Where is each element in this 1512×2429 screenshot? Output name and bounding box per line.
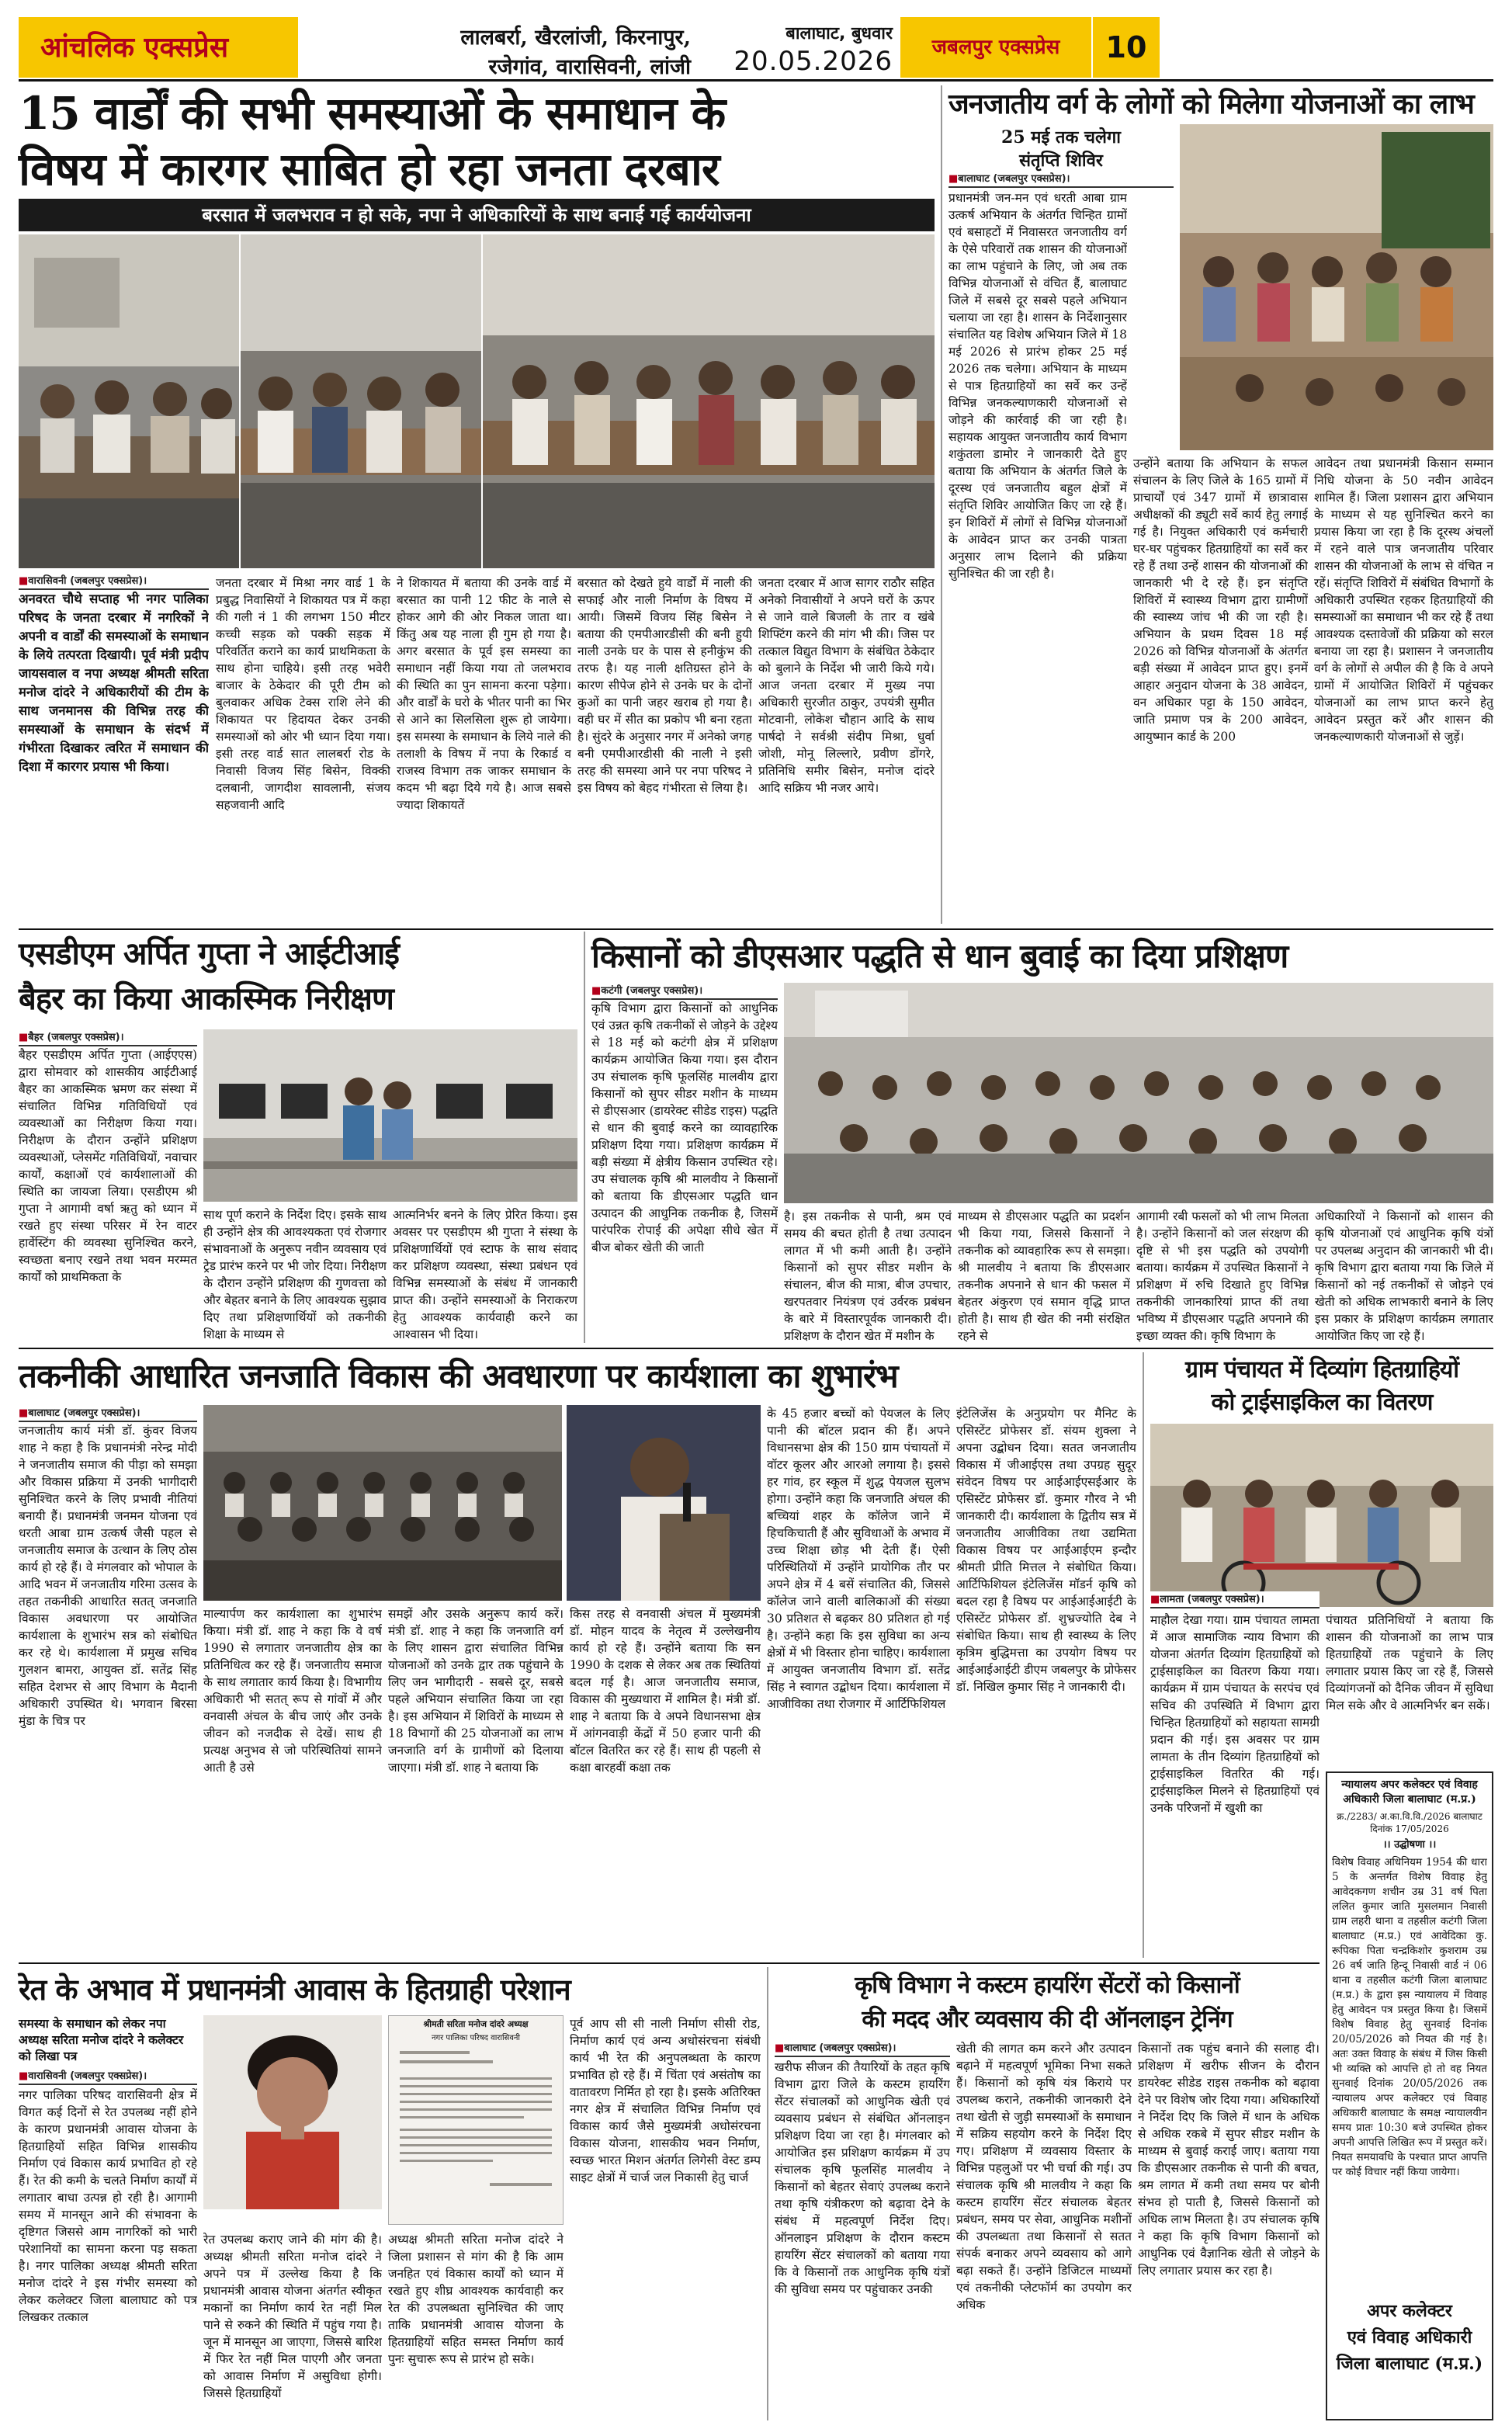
- tricycle-distribution-photo-icon: [1150, 1424, 1493, 1607]
- workshop-column-2: माल्यार्पण कर कार्यशाला का शुभारंभ किया। मंत्री डॉ. शाह ने कहा कि वे वर्ष 1990 से लगातार जनजातीय क्षेत्र का प्रतिनिधित्व कर रहे हैं। जनजातीय समाज के साथ लगातार कार्य किया है। विभागीय अधिकारी भी सतत् रूप से गांवों में और वनवासी अंचल के बीच जाएं और उनके जीवन को नजदीक से देखें। साथ ही प्रत्यक्ष अनुभव से जो परिस्थितियां सामने आती है उसे: [203, 1607, 382, 1775]
- lead-headline-line-2: विषय में कारगर साबित हो रहा जनता दरबार: [19, 143, 720, 196]
- workshop-column-4: किस तरह से वनवासी अंचल में मुख्यमंत्री डॉ. मोहन यादव के नेतृत्व में उल्लेखनीय कार्य हो रहे हैं। उन्होंने बताया कि सन 1990 के दशक से लेकर अब तक स्थितियां बदल गई है। आज जनजातीय समाज, विकास की मुख्यधारा में शामिल है। मंत्री डॉ. शाह ने बताया कि वे अपने विधानसभा क्षेत्र में आंगनवाड़ी केंद्रों में 50 हजार पानी की बॉटल वितरित कर रहे हैं। साथ ही पहली से कक्षा बारहवीं कक्षा तक: [570, 1607, 761, 1775]
- notice-signature: [1332, 2298, 1487, 2377]
- tribal-photo: [1180, 124, 1493, 450]
- places-line-1: लालबर्रा, खैरलांजी, किरनापुर,: [460, 26, 691, 50]
- lead-headline-line-1: 15 वार्डों की सभी समस्याओं के समाधान के: [19, 87, 726, 140]
- tribal-column-1: प्रधानमंत्री जन-मन एवं धरती आबा ग्राम उत्कर्ष अभियान के अंतर्गत चिन्हित ग्रामों एवं बसाहटों में निवासरत जनजातीय वर्ग के ऐसे परिवारों तक शासन की योजनाओं का लाभ पहुंचाने के लिए, जो अब तक विभिन्न योजनाओं से वंचित हैं, बालाघाट जिले में सबसे दूर सबसे पहले अभियान चलाया जा रहा है। शासन के निर्देशानुसार संचालित यह विशेष अभियान जिले में 18 मई 2026 से प्रारंभ होकर 25 मई 2026 तक चलेगा। अभियान के माध्यम से पात्र हितग्राहियों का सर्वे कर उन्हें विभिन्न जनकल्याणकारी योजनाओं से जोड़ने की कार्रवाई की जा रही है। सहायक आयुक्त जनजातीय कार्य विभाग शकुंतला डामोर ने जानकारी देते हुए बताया कि अभियान के अंतर्गत जिले के दूरस्थ एवं जनजातीय बहुल क्षेत्रों में संतृप्ति शिविर आयोजित किए जा रहे हैं। इन शिविरों में लोगों से विभिन्न योजनाओं के आवेदन प्राप्त कर उनकी पात्रता अनुसार लाभ दिलाने की प्रक्रिया सुनिश्चित की जा रही है।: [948, 191, 1127, 581]
- workshop-byline: ■ बालाघाट (जबलपुर एक्सप्रेस)।: [19, 1405, 197, 1422]
- sand-headline: रेत के अभाव में प्रधानमंत्री आवास के हितग्राही परेशान: [19, 1972, 570, 2007]
- portrait-photo: [203, 2015, 382, 2209]
- dsr-photo: [784, 983, 1493, 1203]
- sdm-column-3: आत्मनिर्भर बनने के लिए प्रेरित किया। इस अवसर पर एसडीएम श्री गुप्ता ने संस्था के प्रशिक्षणार्थियों एवं स्टाफ के साथ संवाद कर प्रशिक्षण व्यवस्था, संस्था प्रबंधन एवं विभिन्न समस्याओं के संबंध में जानकारी प्राप्त की। उन्होंने समस्याओं के निराकरण हेतु आवश्यक कार्यवाही करने का आश्वासन भी दिया।: [393, 1208, 577, 1341]
- iti-photo: [203, 1029, 577, 1202]
- section-rule-2: [19, 1348, 1493, 1349]
- woman-portrait-photo-icon: [203, 2015, 382, 2209]
- court-notice: [1326, 1771, 1493, 2420]
- masthead-rule: [19, 79, 1493, 82]
- tricycle-photo: [1150, 1424, 1493, 1607]
- lead-highlight: अनवरत चौथे सप्ताह भी नगर पालिका परिषद के जनता दरबार में नगरिकों ने अपनी व वार्डों की समस्याओं के समाधान के लिये तत्परता दिखायी। पूर्व मंत्री प्रदीप जायसवाल व नपा अध्यक्ष श्रीमती सरिता मनोज दांदरे ने अधिकारीयों की टीम के साथ जनमानस की विभिन्न तरह की समस्याओं के समाधान के संदर्भ में गंभीरता दिखाकर त्वरित में समाधान की दिशा में कारगर प्रयास भी किया।: [19, 592, 209, 774]
- custom-hiring-headline-line-1: कृषि विभाग ने कस्टम हायरिंग सेंटरों को किसानों: [855, 1972, 1240, 1999]
- custom-hiring-column-1: खरीफ सीजन की तैयारियों के तहत कृषि विभाग द्वारा जिले के कस्टम हायरिंग सेंटर संचालकों को आधुनिक खेती एवं व्यवसाय प्रबंधन से संबंधित ऑनलाइन प्रशिक्षण दिया जा रहा है। मंगलवार को आयोजित इस प्रशिक्षण कार्यक्रम में उप संचालक कृषि फूलसिंह मालवीय ने किसानों को बेहतर सेवाएं उपलब्ध कराने तथा कृषि यंत्रीकरण को बढ़ावा देने के संबंध में महत्वपूर्ण निर्देश दिए। ऑनलाइन प्रशिक्षण के दौरान कस्टम हायरिंग सेंटर संचालकों को बताया गया कि वे किसानों तक आधुनिक कृषि यंत्रों की सुविधा समय पर पहुंचाकर उनकी: [775, 2060, 950, 2296]
- places-list: [326, 23, 691, 82]
- workshop-headline: तकनीकी आधारित जनजाति विकास की अवधारणा पर कार्यशाला का शुभारंभ: [19, 1357, 898, 1395]
- notice-signature-line-2: एवं विवाह अधिकारी: [1347, 2327, 1472, 2347]
- sand-column-1: नगर पालिका परिषद वारासिवनी क्षेत्र में विगत कई दिनों से रेत उपलब्ध नहीं होने के कारण प्रधानमंत्री आवास योजना के हितग्राहियों सहित विभिन्न शासकीय निर्माण एवं विकास कार्य प्रभावित हो रहे हैं। रेत की कमी के चलते निर्माण कार्यों में लगातार बाधा उत्पन्न हो रही है। आगामी समय में मानसून आने की संभावना के दृष्टिगत जिससे आम नागरिकों को भारी परेशानियों का सामना करना पड़ सकता है। नगर पालिका अध्यक्ष श्रीमती सरिता मनोज दांदरे ने इस गंभीर समस्या को लेकर कलेक्टर जिला बालाघाट को पत्र लिखकर तत्काल: [19, 2088, 197, 2324]
- column-divider: [941, 85, 942, 924]
- notice-signature-line-3: जिला बालाघाट (म.प्र.): [1336, 2354, 1483, 2374]
- people-meeting-photo-icon: [241, 234, 481, 568]
- dateline: बालाघाट, बुधवार: [785, 24, 893, 43]
- dsr-column-4: आगामी रबी फसलों को भी लाभ मिलता है। उन्होंने किसानों को जल संरक्षण की दृष्टि से भी इस पद्धति को उपयोगी बताया। कार्यक्रम में उपस्थित किसानों ने प्रशिक्षण में रुचि दिखाते हुए विभिन्न तकनीकी जानकारियां प्राप्त कीं तथा भविष्य में डीएसआर पद्धति अपनाने की इच्छा व्यक्त की। कृषि विभाग के: [1136, 1209, 1309, 1343]
- lead-photo-1: [19, 234, 239, 568]
- dsr-column-5: अधिकारियों ने किसानों को शासन की कृषि योजनाओं एवं आधुनिक कृषि यंत्रों पर उपलब्ध अनुदान की जानकारी भी दी। कृषि विभाग द्वारा बताया गया कि जिले में किसानों को नई तकनीकों से जोड़ने एवं खेती को अधिक लाभकारी बनाने के लिए इस प्रकार के प्रशिक्षण कार्यक्रम लगातार आयोजित किए जा रहे हैं।: [1315, 1209, 1493, 1343]
- dsr-byline: ■ कटंगी (जबलपुर एक्सप्रेस)।: [591, 983, 778, 1000]
- lead-column-3: बरसात को देखते हुये वार्डों में नाली की सफाई और नाली निर्माण के विषय में आयी। जिसमें विजय सिंह बिसेन ने बताया की एमपीआरडीसी की बनी हुयी नाली उनके घर के पास से हनीकुंभ की तरफ है। यह नाली क्षतिग्रस्त होने के कारण सीपेज होने से उनके घर के दोनों कुओं का पानी जहर खराब हो गया है। वही घर में सीत का प्रकोप भी बना रहता है। सुंदरे के अनुसार नगर में अनेको जगह बनी एमपीआरडीसी की नाली ने इसी तरह की समस्या आने पर नपा परिषद ने इस विषय को बेहद गंभीरता से लिया है।: [577, 576, 752, 795]
- dsr-headline: किसानों को डीएसआर पद्धति से धान बुवाई का दिया प्रशिक्षण: [591, 937, 1288, 975]
- tribal-column-2: उन्होंने बताया कि अभियान के सफल संचालन के लिए जिले के 165 ग्रामों में प्राचार्यों एवं 347 ग्रामों में छात्रावास अधीक्षकों की ड्यूटी सर्वे कार्य हेतु लगाई गई है। नियुक्त अधिकारी एवं कर्मचारी घर-घर पहुंचकर हितग्राहियों का सर्वे कर रहे हैं तथा उन्हें शासन की योजनाओं की जानकारी भी दे रहे हैं। इन संतृप्ति शिविरों में स्वास्थ्य विभाग द्वारा ग्रामीणों की स्वास्थ्य जांच भी की जा रही है। अभियान के प्रथम दिवस 18 मई 2026 को विभिन्न योजनाओं के अंतर्गत बड़ी संख्या में आवेदन प्राप्त हुए। इनमें आहार अनुदान योजना के 38 आवेदन, वन अधिकार पट्टा के 150 आवेदन, जाति प्रमाण पत्र के 200 आवेदन, आयुष्मान कार्ड के 200: [1133, 456, 1308, 744]
- section-tab: आंचलिक एक्सप्रेस: [19, 17, 298, 78]
- tricycle-column-2: पंचायत प्रतिनिधियों ने बताया कि शासन की योजनाओं का लाभ पात्र हितग्राहियों तक पहुंचाने के लिए लगातार प्रयास किए जा रहे हैं, जिससे दिव्यांगजनों को दैनिक जीवन में सुविधा मिल सके और वे आत्मनिर्भर बन सकें।: [1326, 1613, 1493, 1712]
- workshop-photo: [203, 1405, 562, 1601]
- letter-org: नगर पालिका परिषद वारासिवनी: [431, 2034, 521, 2042]
- lead-headline: [19, 85, 935, 197]
- village-gathering-photo-icon: [1180, 124, 1493, 450]
- section-rule-3: [19, 1962, 1320, 1964]
- people-meeting-photo-icon: [19, 234, 239, 568]
- notice-body: विशेष विवाह अधिनियम 1954 की धारा 5 के अन्तर्गत विशेष विवाह हेतु आवेदकगण शचीन उम्र 31 वर्ष पिता ललित कुमार जाति मुसलमान निवासी ग्राम लहरी थाना व तहसील कटंगी जिला बालाघाट (म.प्र.) एवं आवेदिका कु. रूपिका पिता चन्द्रकिशोर कुशराम उम्र 26 वर्ष जाति हिन्दू निवासी वार्ड नं 06 थाना व तहसील कटंगी जिला बालाघाट (म.प्र.) के द्वारा इस न्यायालय में विवाह हेतु आवेदन पत्र प्रस्तुत किया है। जिसमें विशेष विवाह हेतु सुनवाई दिनांक 20/05/2026 को नियत की गई है। अतः उक्त विवाह के संबंध में जिस किसी भी व्यक्ति को आपत्ति हो तो वह नियत सुनवाई दिनांक 20/05/2026 तक न्यायालय अपर कलेक्टर एवं विवाह अधिकारी बालाघाट के समक्ष न्यायालयीन समय प्रातः 10:30 बजे उपस्थित होकर अपनी आपत्ति लिखित रूप में प्रस्तुत करें। नियत समयावधि के पश्चात प्राप्त आपत्ति पर कोई विचार नहीं किया जायेगा।: [1332, 1856, 1487, 2178]
- workshop-column-5: के 45 हजार बच्चों को पेयजल के लिए पानी की बॉटल प्रदान की हैं। अपने विधानसभा क्षेत्र की 150 ग्राम पंचायतों में वॉटर कूलर और आरओ लगाया है। इससे हर गांव, हर स्कूल में शुद्ध पेयजल सुलभ होगा। उन्होंने कहा कि जनजाति अंचल की बच्चियां शहर के कॉलेज जाने में हिचकिचाती हैं और सुविधाओं के अभाव में उच्च शिक्षा छोड़ भी देती हैं। ऐसी परिस्थितियों में उन्होंने प्रायोगिक तौर पर अपने क्षेत्र में 4 बसें संचालित की, जिससे कॉलेज जाने वाली बालिकाओं की संख्या 30 प्रतिशत से बढ़कर 80 प्रतिशत हो गई है। उन्होंने कहा कि इस सुविधा का अन्य क्षेत्रों में भी विस्तार होना चाहिए। कार्यशाला में आयुक्त जनजातीय विभाग डॉ. सतेंद्र सिंह ने स्वागत उद्बोधन दिया। कार्यशाला में आजीविका तथा रोजगार में आर्टिफिशियल: [767, 1407, 950, 1711]
- sdm-headline: [19, 932, 577, 1022]
- workshop-column-1: जनजातीय कार्य मंत्री डॉ. कुंवर विजय शाह ने कहा है कि प्रधानमंत्री नरेन्द्र मोदी ने जनजातीय समाज की पीड़ा को समझा और विकास प्रक्रिया में उनकी भागीदारी सुनिश्चित करने के लिए प्रभावी नीतियां बनायी हैं। प्रधानमंत्री जनमन योजना एवं धरती आबा ग्राम उत्कर्ष जैसी पहल से जनजातीय समाज के उत्थान के लिए ठोस कार्य हो रहे हैं। वे मंगलवार को भोपाल के आदि भवन में जनजातीय गरिमा उत्सव के तहत तकनीकी आधारित सतत् जनजाति विकास अवधारणा पर आयोजित कार्यशाला के शुभारंभ सत्र को संबोधित कर रहे थे। कार्यशाला में प्रमुख सचिव गुलशन बामरा, आयुक्त डॉ. सतेंद्र सिंह सहित देशभर से आए विभाग के मैदानी अधिकारी उपस्थित थे। भगवान बिरसा मुंडा के चित्र पर: [19, 1424, 197, 1728]
- speaker-photo: [567, 1405, 761, 1601]
- dsr-column-1: कृषि विभाग द्वारा किसानों को आधुनिक एवं उन्नत कृषि तकनीकों से जोड़ने के उद्देश्य से 18 मई को कटंगी क्षेत्र में प्रशिक्षण कार्यक्रम आयोजित किया गया। इस दौरान उप संचालक कृषि फूलसिंह मालवीय द्वारा किसानों को सुपर सीडर मशीन के माध्यम से डीएसआर (डायरेक्ट सीडेड राइस) पद्धति से धान की बुवाई करने का व्यावहारिक प्रशिक्षण दिया गया। प्रशिक्षण कार्यक्रम में बड़ी संख्या में क्षेत्रीय किसान उपस्थित रहे। उप संचालक कृषि श्री मालवीय ने किसानों को बताया कि डीएसआर पद्धति धान उत्पादन की आधुनिक तकनीक है, जिसमें पारंपरिक रोपाई की अपेक्षा सीधे खेत में बीज बोकर खेती की जाती: [591, 1001, 778, 1254]
- sdm-headline-line-1: एसडीएम अर्पित गुप्ता ने आईटीआई: [19, 935, 399, 972]
- people-meeting-photo-icon: [483, 234, 935, 568]
- tricycle-column-1: माहौल देखा गया। ग्राम पंचायत लामता में आज सामाजिक न्याय विभाग की योजना अंतर्गत दिव्यांग हितग्राहियों को ट्राईसाइकिल का वितरण किया गया। कार्यक्रम में ग्राम पंचायत के सरपंच एवं सचिव की उपस्थिति में विभाग द्वारा चिन्हित हितग्राहियों को सहायता सामग्री प्रदान की गई। इस अवसर पर ग्राम लामता के तीन दिव्यांग हितग्राहियों को ट्राईसाइकिल वितरित की गई। ट्राईसाइकिल मिलने से हितग्राहियों एवं उनके परिजनों में खुशी का: [1150, 1613, 1320, 1815]
- workshop-hall-photo-icon: [203, 1405, 562, 1601]
- training-hall-photo-icon: [784, 983, 1493, 1203]
- dateline-block: [702, 23, 893, 78]
- workshop-column-3: समझें और उसके अनुरूप कार्य करें। मंत्री डॉ. शाह ने कहा कि जनजाति वर्ग के लिए शासन द्वारा संचालित विभिन्न योजनाओं को उनके द्वार तक पहुंचाने के लिए जन भागीदारी - सबसे दूर, सबसे पहले अभियान संचालित किया जा रहा है। इस अभियान में शिविरों के माध्यम से 18 विभागों की 25 योजनाओं का लाभ जनजाति वर्ग के ग्रामीणों को दिलाया जाएगा। मंत्री डॉ. शाह ने बताया कि: [388, 1607, 564, 1775]
- sand-subhead: समस्या के समाधान को लेकर नपा अध्यक्ष सरिता मनोज दांदरे ने कलेक्टर को लिखा पत्र: [19, 2016, 184, 2063]
- tricycle-byline: ■ लामता (जबलपुर एक्सप्रेस)।: [1150, 1591, 1320, 1608]
- sand-column-3: पूर्व आप सी सी नाली निर्माण सीसी रोड, निर्माण कार्य एवं अन्य अधोसंरचना संबंधी कार्य भी रेत की अनुपलब्धता के कारण प्रभावित हो रहे हैं। में चिंता एवं असंतोष का वातावरण निर्मित हो रहा है। इसके अतिरिक्त नगर क्षेत्र में संचालित विभिन्न निर्माण एवं विकास कार्य जैसे मुख्यमंत्री अधोसंरचना विकास योजना, शासकीय भवन निर्माण, स्वच्छ भारत मिशन अंतर्गत लिगेसी वेस्ट डम्प साइट क्षेत्रों में चार्ज जल निकासी हेतु चार्ज: [570, 2017, 761, 2184]
- tribal-subhead-line-1: 25 मई तक चलेगा: [1001, 127, 1121, 147]
- letter-head: श्रीमती सरिता मनोज दांदरे अध्यक्ष: [423, 2019, 529, 2029]
- lead-kicker: बरसात में जलभराव न हो सके, नपा ने अधिकारियों के साथ बनाई गई कार्ययोजना: [19, 199, 935, 231]
- tricycle-headline: [1150, 1354, 1493, 1419]
- sdm-column-2: साथ पूर्ण कराने के निर्देश दिए। इसके साथ ही उन्होंने क्षेत्र की आवश्यकता एवं रोजगार संभावनाओं के अनुरूप नवीन व्यवसाय एवं ट्रेड प्रारंभ करने पर भी जोर दिया। निरीक्षण के दौरान उन्होंने प्रशिक्षण की गुणवत्ता को और बेहतर बनाने के लिए आवश्यक सुझाव दिए तथा प्रशिक्षणार्थियों को तकनीकी शिक्षा के माध्यम से: [203, 1208, 387, 1341]
- lead-column-1: जनता दरबार में मिश्रा नगर वार्ड 1 के प्रबुद्ध निवासियों ने शिकायत पत्र में कहा की गली नं 1 की लगभग 150 मीटर कच्ची सड़क को पक्की सड़क में परिवर्तित कराने का कार्य प्राथमिकता के साथ होना चाहिये। इसी तरह भवेरी बाजार के ठेकेदार की पूरी टीम को बुलवाकर अधिक टेक्स राशि लेने की शिकायत पर हिदायत देकर उनकी समस्याओं को ओर भी ध्यान दिया गया। इसी तरह वार्ड सात लालबर्रा रोड के निवासी विजय सिंह बिसेन, विक्की दलबानी, जागदीश सावलानी, संजय सहजवानी आदि: [216, 576, 390, 812]
- sdm-byline: ■ बैहर (जबलपुर एक्सप्रेस)।: [19, 1029, 197, 1046]
- column-divider: [767, 1967, 768, 2420]
- notice-signature-line-1: अपर कलेक्टर: [1367, 2301, 1452, 2321]
- dsr-column-3: माध्यम से डीएसआर पद्धति का प्रदर्शन भी किया गया, जिससे किसानों ने तकनीक को व्यावहारिक रूप से समझा। श्री मालवीय ने बताया कि डीएसआर तकनीक अपनाने से धान की फसल में बेहतर अंकुरण एवं समान वृद्धि प्राप्त होती है। साथ ही खेत की नमी संरक्षित रहने से: [958, 1209, 1130, 1343]
- notice-title: न्यायालय अपर कलेक्टर एवं विवाह अधिकारी जिला बालाघाट (म.प्र.): [1341, 1778, 1478, 1806]
- notice-ref: क्र./2283/ अ.का.वि.वि./2026 बालाघाट दिनांक 17/05/2026: [1337, 1811, 1483, 1834]
- places-line-2: रजेगांव, वारासिवनी, लांजी: [488, 55, 691, 79]
- custom-hiring-column-2: खेती की लागत कम करने और उत्पादन बढ़ाने में महत्वपूर्ण भूमिका निभा सकते हैं। किसानों को कृषि यंत्र किराये पर उपलब्ध कराने, तकनीकी जानकारी देने तथा खेती से जुड़ी समस्याओं के समाधान में सक्रिय सहयोग करने के निर्देश दिए गए। प्रशिक्षण में व्यवसाय विस्तार के विभिन्न पहलुओं पर भी चर्चा की गई। उप संचालक कृषि श्री मालवीय ने कहा कि कस्टम हायरिंग सेंटर संचालक बेहतर प्रबंधन, समय पर सेवा, आधुनिक मशीनों की उपलब्धता तथा किसानों से सतत संपर्क बनाकर अपने व्यवसाय को आगे बढ़ा सकते हैं। उन्होंने डिजिटल माध्यमों एवं तकनीकी प्लेटफॉर्म का उपयोग कर अधिक: [956, 2042, 1132, 2312]
- tribal-column-3: आवेदन तथा प्रधानमंत्री किसान सम्मान निधि योजना के 50 नवीन आवेदन शामिल हैं। जिला प्रशासन द्वारा अभियान के माध्यम से यह सुनिश्चित करने का प्रयास किया जा रहा है कि दूरस्थ अंचलों में रहने वाले पात्र जनजातीय परिवार शासन की योजनाओं के लाभ से वंचित न रहें। संतृप्ति शिविरों में संबंधित विभागों के अधिकारी उपस्थित रहकर हितग्राहियों की समस्याओं का समाधान भी कर रहे हैं तथा आवश्यक दस्तावेजों की प्रक्रिया को सरल बनाया जा रहा है। प्रशासन ने जनजातीय वर्ग के लोगों से अपील की है कि वे अपने ग्रामों में आयोजित शिविरों में पहुंचकर योजनाओं का लाभ प्राप्त करने हेतु आवेदन प्रस्तुत करें और शासन की जनकल्याणकारी योजनाओं से जुड़ें।: [1314, 456, 1493, 744]
- column-divider: [1143, 1352, 1144, 1958]
- tribal-subhead-line-2: संतृप्ति शिविर: [1019, 151, 1103, 171]
- custom-hiring-byline: ■ बालाघाट (जबलपुर एक्सप्रेस)।: [775, 2040, 950, 2057]
- lead-photo-3: [483, 234, 935, 568]
- sdm-headline-line-2: बैहर का किया आकस्मिक निरीक्षण: [19, 980, 394, 1017]
- notice-heading: ।। उद्घोषणा ।।: [1382, 1839, 1437, 1851]
- workshop-column-6: इंटेलिजेंस के अनुप्रयोग पर मैनिट के एसिस्टेंट प्रोफेसर डॉ. संयम शुक्ला ने अपना उद्बोधन दिया। सतत जनजातीय विकास में जीआईएस तथा उपग्रह सुदूर संवेदन विषय पर आईआईएसईआर के एसिस्टेंट प्रोफेसर डॉ. कुमार गौरव ने भी जानकारी दी। कार्यशाला के द्वितीय सत्र में जनजातीय आजीविका तथा उद्यमिता विकास विषय पर आईआईएम इन्दौर श्रीमती प्रीति मित्तल ने संबोधित किया। आर्टिफिशियल इंटेलिजेंस मॉडर्न कृषि को बदल रहा है विषय पर आईआईआईटी के एसिस्टेंट प्रोफेसर डॉ. शुभ्रज्योति देब ने संबोधित किया। साथ ही स्वास्थ्य के लिए कृत्रिम बुद्धिमत्ता का उपयोग विषय पर आईआईआईटी डीएम जबलपुर के प्रोफेसर डॉ. निखिल कुमार सिंह ने जानकारी दी।: [956, 1407, 1136, 1694]
- letter-document-photo-icon: [389, 2043, 563, 2214]
- issue-date: 20.05.2026: [733, 46, 893, 77]
- tribal-headline: जनजातीय वर्ग के लोगों को मिलेगा योजनाओं का लाभ: [948, 88, 1474, 120]
- brand-tab: जबलपुर एक्सप्रेस: [900, 17, 1091, 78]
- column-divider: [584, 932, 585, 1343]
- tricycle-headline-line-2: को ट्राईसाइकिल का वितरण: [1211, 1389, 1433, 1416]
- page-number: 10: [1093, 17, 1160, 78]
- tribal-byline: ■ बालाघाट (जबलपुर एक्सप्रेस)।: [948, 171, 1174, 188]
- speaker-photo-icon: [567, 1405, 761, 1601]
- dsr-column-2: है। इस तकनीक से पानी, श्रम एवं समय की बचत होती है तथा उत्पादन लागत में भी कमी आती है। उन्होंने किसानों को सुपर सीडर मशीन के संचालन, बीज की मात्रा, बीज उपचार, खरपतवार नियंत्रण एवं उर्वरक प्रबंधन के बारे में विस्तारपूर्वक जानकारी दी। प्रशिक्षण के दौरान खेत में मशीन के: [784, 1209, 952, 1343]
- section-rule-1: [19, 928, 1493, 930]
- letter-photo: [388, 2015, 564, 2225]
- lead-column-2: ने शिकायत में बताया की उनके वार्ड में बरसात का पानी 12 फीट के नाले से होकर आगे की ओर निकल जाता था। किंतु अब यह नाला ही गुम हो गया है। अगर बरसात के पूर्व इस समस्या का समाधान नहीं किया गया तो जलभराव की स्थिति का पुन सामना करना पड़ेगा। और वार्डों के घरो के भीतर पानी का भिर से आने का सिलसिला शुरू हो जायेगा। इस समस्या के समाधान के लिये नाले की तलाशी के विषय में नपा के रिकार्ड व राजस्व विभाग तक जाकर समाधान के कदम भी बढ़ा दिये गये है। आज सबसे ज्यादा शिकायतें: [397, 576, 571, 812]
- tricycle-headline-line-1: ग्राम पंचायत में दिव्यांग हितग्राहियों: [1184, 1356, 1459, 1383]
- lead-column-4: जनता दरबार में आज सागर राठौर सहित अनेको निवासीयों ने अपने घरों के ऊपर से जाने वाले बिजली के तार व खंबे शिफ्टिंग करने की मांग भी की। जिस पर तत्काल विद्युत विभाग के संबंधित ठेकेदार को बुलाने के निर्देश भी जारी किये गये। आज जनता दरबार में मुख्य नपा अधिकारी सुरजीत ठाकुर, उपयंत्री सुमीत मोटवानी, लोकेश चौहान आदि के साथ पार्षदो ने सर्वश्री संदीप मिश्रा, धुर्वा जोशी, मोनू लिल्लारे, प्रवीण डोंगरे, प्रतिनिधि समीर बिसेन, मनोज दांदरे आदि सक्रिय भी नजर आये।: [758, 576, 935, 795]
- sdm-column-1: बैहर एसडीएम अर्पित गुप्ता (आईएएस) द्वारा सोमवार को शासकीय आईटीआई बैहर का आकस्मिक भ्रमण कर संस्था में संचालित विभिन्न गतिविधियों एवं व्यवस्थाओं का निरीक्षण किया गया। निरीक्षण के दौरान उन्होंने प्रशिक्षण व्यवस्थाओं, प्लेसमेंट गतिविधियों, नवाचार कार्यों, कक्षाओं एवं कार्यशालाओं की स्थिति का जायजा लिया। एसडीएम श्री गुप्ता ने आगामी वर्षा ऋतु को ध्यान में रखते हुए संस्था परिसर में रेन वाटर हार्वेस्टिंग की व्यवस्था सुनिश्चित करने, स्वच्छता बनाए रखने तथा भवन मरम्मत कार्यों को प्राथमिकता के: [19, 1048, 197, 1284]
- tribal-subhead: [948, 126, 1174, 172]
- sand-byline: ■ वारासिवनी (जबलपुर एक्सप्रेस)।: [19, 2068, 197, 2085]
- lead-photo-2: [241, 234, 481, 568]
- custom-hiring-headline: [775, 1969, 1320, 2037]
- sand-column-4: अध्यक्ष श्रीमती सरिता मनोज दांदरे ने जिला प्रशासन से मांग की है कि आम जनहित एवं विकास कार्यों को ध्यान में रखते हुए शीघ्र आवश्यक कार्यवाही कर रेत की उपलब्धता सुनिश्चित की जाए ताकि प्रधानमंत्री आवास योजना के हितग्राहियों सहित समस्त निर्माण कार्य पुनः सुचारू रूप से प्रारंभ हो सके।: [388, 2233, 564, 2366]
- custom-hiring-column-3: किसानों तक पहुंच बनाने की सलाह दी। प्रशिक्षण में खरीफ सीजन के दौरान डायरेक्ट सीडेड राइस तकनीक को बढ़ावा देने पर विशेष जोर दिया गया। अधिकारियों ने निर्देश दिए कि जिले में धान के अधिक से अधिक रकबे में सुपर सीडर मशीन के माध्यम से बुवाई कराई जाए। बताया गया कि डीएसआर तकनीक से पानी की बचत, श्रम लागत में कमी तथा समय पर बोनी संभव हो पाती है, जिससे किसानों को अधिक लाभ मिलता है। उप संचालक कृषि ने कहा कि कृषि विभाग किसानों को आधुनिक एवं वैज्ञानिक खेती से जोड़ने के लिए लगातार प्रयास कर रहा है।: [1138, 2042, 1320, 2278]
- lead-byline: ■ वारासिवनी (जबलपुर एक्सप्रेस)।: [19, 573, 209, 590]
- sand-column-2: रेत उपलब्ध कराए जाने की मांग की है। अध्यक्ष श्रीमती सरिता मनोज दांदरे ने अपने पत्र में उल्लेख किया है कि प्रधानमंत्री आवास योजना अंतर्गत स्वीकृत मकानों का निर्माण कार्य रेत नहीं मिल पाने से रुकने की स्थिति में पहुंच गया है। जून में मानसून आ जाएगा, जिससे बारिश में फिर रेत नहीं मिल पाएगी और जनता को आवास निर्माण में असुविधा होगी। जिससे हितग्राहियों: [203, 2233, 382, 2400]
- computer-lab-photo-icon: [203, 1029, 577, 1202]
- custom-hiring-headline-line-2: की मदद और व्यवसाय की दी ऑनलाइन ट्रेनिंग: [862, 2006, 1233, 2033]
